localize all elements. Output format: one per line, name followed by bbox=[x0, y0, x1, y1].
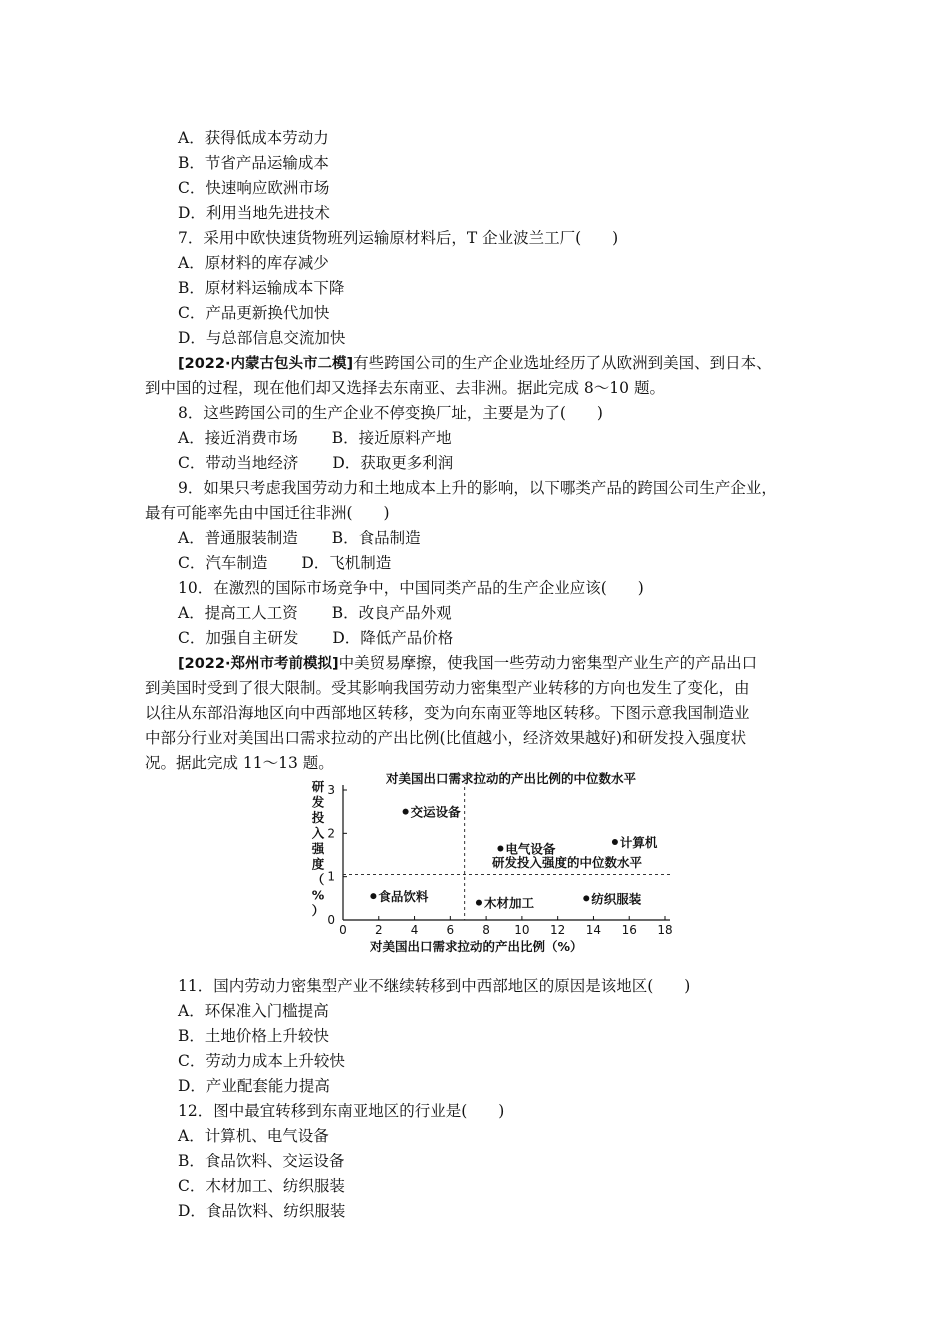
q9-options-cd bbox=[178, 553, 391, 573]
q9-option-b: B．食品制造 bbox=[331, 529, 421, 547]
y-tick-label: 2 bbox=[327, 826, 335, 841]
q11-option-d: D．产业配套能力提高 bbox=[178, 1077, 330, 1095]
q10-options-cd bbox=[178, 628, 453, 648]
x-tick-label: 10 bbox=[514, 923, 530, 937]
x-axis-label: 对美国出口需求拉动的产出比例（%） bbox=[370, 939, 583, 954]
q9-option-d: D．飞机制造 bbox=[301, 554, 392, 572]
q11-stem: 11．国内劳动力密集型产业不继续转移到中西部地区的原因是该地区( ) bbox=[178, 977, 691, 995]
q9-stem-line1: 9．如果只考虑我国劳动力和土地成本上升的影响，以下哪类产品的跨国公司生产企业， bbox=[178, 479, 777, 497]
y-axis-label-char: （ bbox=[311, 872, 325, 887]
q7-option-b: B．原材料运输成本下降 bbox=[178, 279, 345, 297]
y-tick-label: 0 bbox=[327, 913, 335, 927]
passage1-text: 有些跨国公司的生产企业选址经历了从欧洲到美国、到日本、 bbox=[353, 354, 772, 372]
q8-option-d: D．获取更多利润 bbox=[332, 454, 454, 472]
x-tick-label: 0 bbox=[339, 923, 347, 937]
q12-option-a: A．计算机、电气设备 bbox=[178, 1127, 329, 1145]
q9-options-ab bbox=[178, 528, 421, 548]
passage2-line5: 况。据此完成 11～13 题。 bbox=[145, 754, 334, 772]
q11-option-c: C．劳动力成本上升较快 bbox=[178, 1052, 345, 1070]
q6-option-b: B．节省产品运输成本 bbox=[178, 154, 329, 172]
y-tick-label: 1 bbox=[327, 869, 335, 884]
passage1-source: [2022·内蒙古包头市二模] bbox=[178, 356, 354, 372]
data-point bbox=[476, 900, 482, 906]
q12-option-d: D．食品饮料、纺织服装 bbox=[178, 1202, 346, 1220]
x-tick-label: 18 bbox=[657, 923, 673, 937]
q9-stem-line2: 最有可能率先由中国迁往非洲( ) bbox=[145, 504, 390, 522]
q9-option-a: A．普通服装制造 bbox=[178, 529, 298, 547]
data-point bbox=[612, 839, 618, 845]
y-axis-label-char: 投 bbox=[311, 810, 325, 825]
q8-option-b: B．接近原料产地 bbox=[331, 429, 452, 447]
x-tick-label: 16 bbox=[621, 923, 637, 937]
q8-option-c: C．带动当地经济 bbox=[178, 454, 299, 472]
q12-option-c: C．木材加工、纺织服装 bbox=[178, 1177, 345, 1195]
q6-option-c: C．快速响应欧洲市场 bbox=[178, 179, 330, 197]
chart-title: 对美国出口需求拉动的产出比例的中位数水平 bbox=[386, 771, 637, 786]
point-label: 纺织服装 bbox=[591, 891, 642, 907]
q10-option-d: D．降低产品价格 bbox=[332, 629, 454, 647]
q7-option-a: A．原材料的库存减少 bbox=[178, 254, 329, 272]
point-label: 食品饮料 bbox=[378, 889, 429, 905]
y-axis-label-char: 研 bbox=[311, 779, 325, 794]
point-label: 计算机 bbox=[619, 835, 658, 850]
data-point bbox=[583, 895, 589, 901]
q7-stem: 7．采用中欧快速货物班列运输原材料后，T 企业波兰工厂( ) bbox=[178, 229, 619, 247]
q10-option-a: A．提高工人工资 bbox=[178, 604, 298, 622]
y-axis-label-char: 度 bbox=[311, 856, 325, 872]
passage2-line2: 到美国时受到了很大限制。受其影响我国劳动力密集型产业转移的方向也发生了变化，由 bbox=[145, 679, 750, 697]
passage1-line2: 到中国的过程，现在他们却又选择去东南亚、去非洲。据此完成 8～10 题。 bbox=[145, 379, 665, 397]
y-axis-label-char: 入 bbox=[311, 825, 325, 841]
passage2-text: 中美贸易摩擦，使我国一些劳动力密集型产业生产的产品出口 bbox=[338, 654, 758, 672]
q10-option-b: B．改良产品外观 bbox=[331, 604, 452, 622]
y-axis-label-char: ） bbox=[311, 903, 325, 918]
x-tick-label: 14 bbox=[585, 923, 602, 937]
data-point bbox=[370, 893, 376, 899]
q10-stem: 10．在激烈的国际市场竞争中，中国同类产品的生产企业应该( ) bbox=[178, 579, 644, 597]
y-axis-label-char: % bbox=[311, 887, 325, 903]
passage1-line1 bbox=[178, 353, 772, 374]
x-tick-label: 6 bbox=[446, 923, 455, 937]
y-axis-label-char: 发 bbox=[311, 794, 325, 810]
passage2-line3: 以往从东部沿海地区向中西部地区转移，变为向东南亚等地区转移。下图示意我国制造业 bbox=[145, 704, 750, 722]
x-tick-label: 2 bbox=[374, 923, 383, 937]
point-label: 电气设备 bbox=[505, 841, 556, 857]
q12-stem: 12．图中最宜转移到东南亚地区的行业是( ) bbox=[178, 1102, 505, 1120]
q7-option-d: D．与总部信息交流加快 bbox=[178, 329, 346, 347]
q8-options-ab bbox=[178, 428, 452, 448]
point-label: 交运设备 bbox=[410, 804, 461, 820]
scatter-chart bbox=[300, 765, 690, 965]
q8-options-cd bbox=[178, 453, 453, 473]
data-point bbox=[403, 809, 409, 815]
point-label: 木材加工 bbox=[483, 895, 534, 911]
q11-option-a: A．环保准入门槛提高 bbox=[178, 1002, 329, 1020]
x-tick-label: 4 bbox=[410, 923, 419, 937]
q10-options-ab bbox=[178, 603, 452, 623]
data-point bbox=[497, 846, 503, 852]
passage2-line4: 中部分行业对美国出口需求拉动的产出比例(比值越小，经济效果越好)和研发投入强度状 bbox=[145, 729, 747, 747]
q10-option-c: C．加强自主研发 bbox=[178, 629, 299, 647]
x-tick-label: 8 bbox=[482, 923, 490, 937]
y-axis-label bbox=[311, 779, 325, 918]
x-tick-label: 12 bbox=[550, 923, 566, 937]
y-tick-label: 3 bbox=[327, 783, 335, 797]
q9-option-c: C．汽车制造 bbox=[178, 554, 268, 572]
hline-label: 研发投入强度的中位数水平 bbox=[492, 855, 643, 870]
q6-option-a: A．获得低成本劳动力 bbox=[178, 129, 329, 147]
q8-stem: 8．这些跨国公司的生产企业不停变换厂址，主要是为了( ) bbox=[178, 404, 603, 422]
passage2-source: [2022·郑州市考前模拟] bbox=[178, 656, 339, 672]
y-axis-label-char: 强 bbox=[311, 841, 325, 856]
q8-option-a: A．接近消费市场 bbox=[178, 429, 298, 447]
passage2-line1 bbox=[178, 653, 757, 674]
q12-option-b: B．食品饮料、交运设备 bbox=[178, 1152, 345, 1170]
q6-option-d: D．利用当地先进技术 bbox=[178, 204, 330, 222]
q7-option-c: C．产品更新换代加快 bbox=[178, 304, 330, 322]
q11-option-b: B．土地价格上升较快 bbox=[178, 1027, 329, 1045]
